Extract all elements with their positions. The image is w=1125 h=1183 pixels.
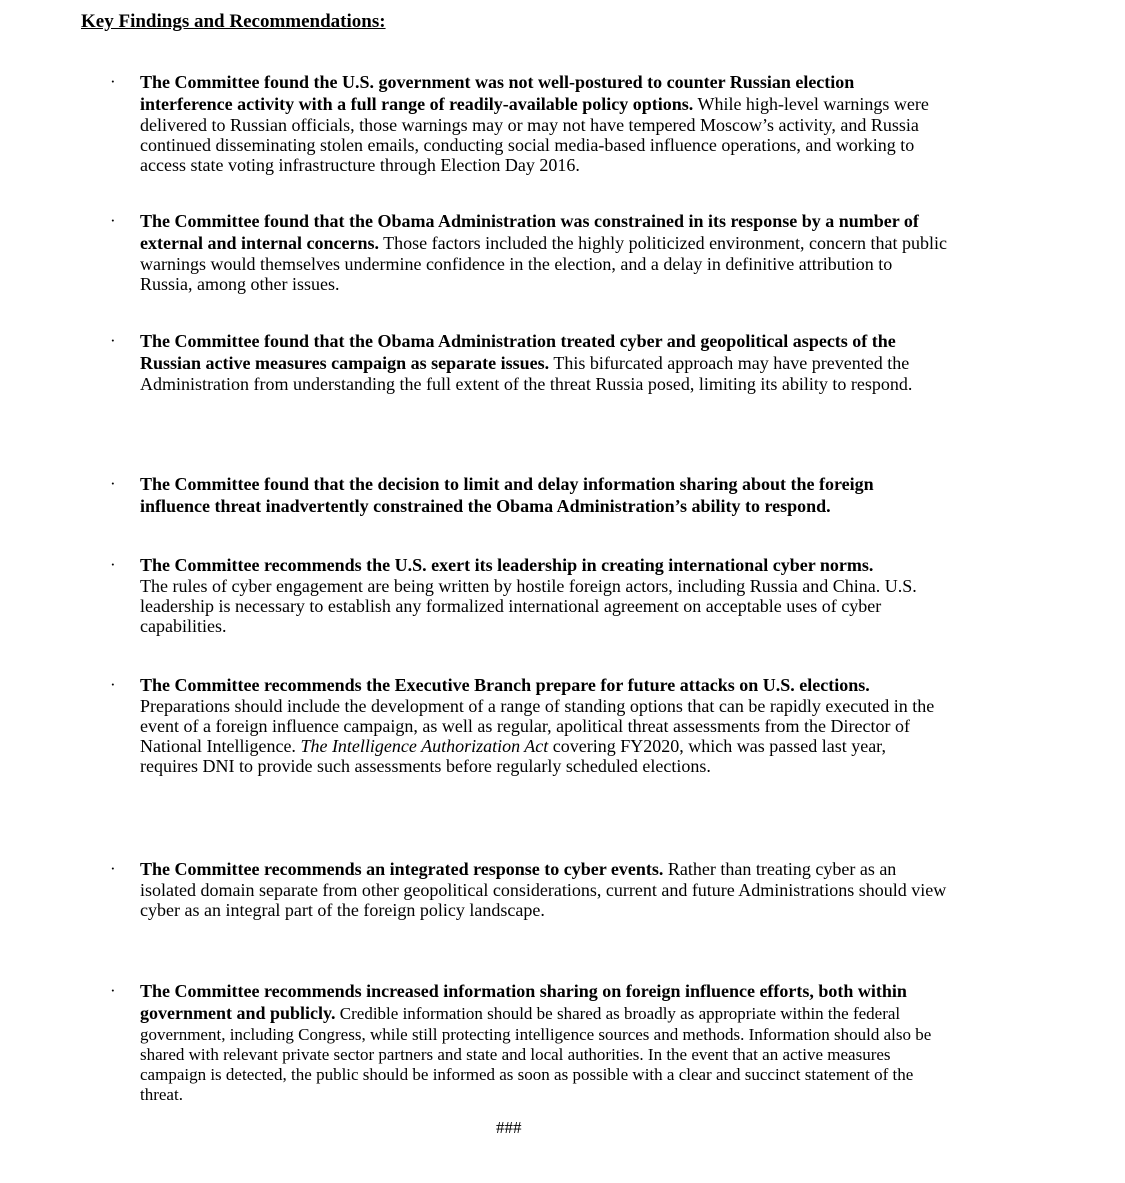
recommendation-text	[140, 674, 948, 776]
finding-lead: The Committee found that the decision to limit and delay information sharing about the foreign influence threat inadvertently constrained the Obama Administration’s ability to respond.	[140, 474, 874, 516]
finding-body: Those factors included the highly politicized environment, concern that public warnings would themselves undermine confidence in the election, and a delay in definitive attribution to Russia, among other issues.	[140, 233, 947, 294]
finding-text	[140, 473, 948, 517]
recommendation-text	[140, 858, 948, 920]
recommendation-lead: The Committee recommends an integrated response to cyber events.	[140, 859, 664, 879]
page-heading: Key Findings and Recommendations:	[81, 11, 386, 32]
finding-lead: The Committee found that the Obama Administration treated cyber and geopolitical aspects of the Russian active measures campaign as separate issues.	[140, 331, 896, 373]
recommendation-body: Credible information should be shared as broadly as appropriate within the federal government, including Congress, while still protecting intelligence sources and methods. Information should also be shared with relevant private sector partners and state and local authorities. In the event that an active measures campaign is detected, the public should be informed as soon as possible with a clear and succinct statement of the threat.	[140, 1004, 932, 1104]
act-title: The Intelligence Authorization Act	[300, 736, 549, 756]
recommendation-lead: The Committee recommends the Executive Branch prepare for future attacks on U.S. elections.	[140, 675, 870, 695]
recommendation-body: Rather than treating cyber as an isolated domain separate from other geopolitical considerations, current and future Administrations should view cyber as an integral part of the foreign policy landscape.	[140, 859, 947, 920]
recommendation-lead: The Committee recommends increased information sharing on foreign influence efforts, both within government and publicly.	[140, 981, 907, 1023]
bullet-icon: ·	[110, 859, 116, 878]
recommendation-body-part: covering FY2020, which was passed last year, requires DNI to provide such assessments before regularly scheduled elections.	[140, 736, 886, 776]
bullet-icon: ·	[110, 331, 116, 350]
recommendation-body	[140, 696, 934, 776]
recommendation-body: The rules of cyber engagement are being written by hostile foreign actors, including Russia and China. U.S. leadership is necessary to establish any formalized international agreement on acceptable uses of cyber capabilities.	[140, 576, 917, 636]
bullet-icon: ·	[110, 474, 116, 493]
recommendation-text	[140, 554, 948, 636]
finding-text	[140, 210, 948, 294]
bullet-icon: ·	[110, 211, 116, 230]
finding-body: While high-level warnings were delivered to Russian officials, those warnings may or may not have tempered Moscow’s activity, and Russia continued disseminating stolen emails, conducting social media-based influence operations, and working to access state voting infrastructure through Election Day 2016.	[140, 94, 929, 175]
end-marker: ###	[496, 1118, 522, 1137]
finding-text	[140, 330, 948, 394]
finding-lead: The Committee found that the Obama Administration was constrained in its response by a number of external and internal concerns.	[140, 211, 919, 253]
bullet-icon: ·	[110, 981, 116, 1000]
finding-text	[140, 71, 948, 175]
bullet-icon: ·	[110, 675, 116, 694]
bullet-icon: ·	[110, 72, 116, 91]
finding-body: This bifurcated approach may have prevented the Administration from understanding the full extent of the threat Russia posed, limiting its ability to respond.	[140, 353, 913, 394]
recommendation-body-part: Preparations should include the development of a range of standing options that can be rapidly executed in the event of a foreign influence campaign, as well as regular, apolitical threat assessments from the Director of National Intelligence.	[140, 696, 935, 756]
recommendation-text	[140, 980, 948, 1104]
finding-lead: The Committee found the U.S. government was not well-postured to counter Russian election interference activity with a full range of readily-available policy options.	[140, 72, 855, 114]
recommendation-lead: The Committee recommends the U.S. exert its leadership in creating international cyber norms.	[140, 555, 874, 575]
bullet-icon: ·	[110, 555, 116, 574]
